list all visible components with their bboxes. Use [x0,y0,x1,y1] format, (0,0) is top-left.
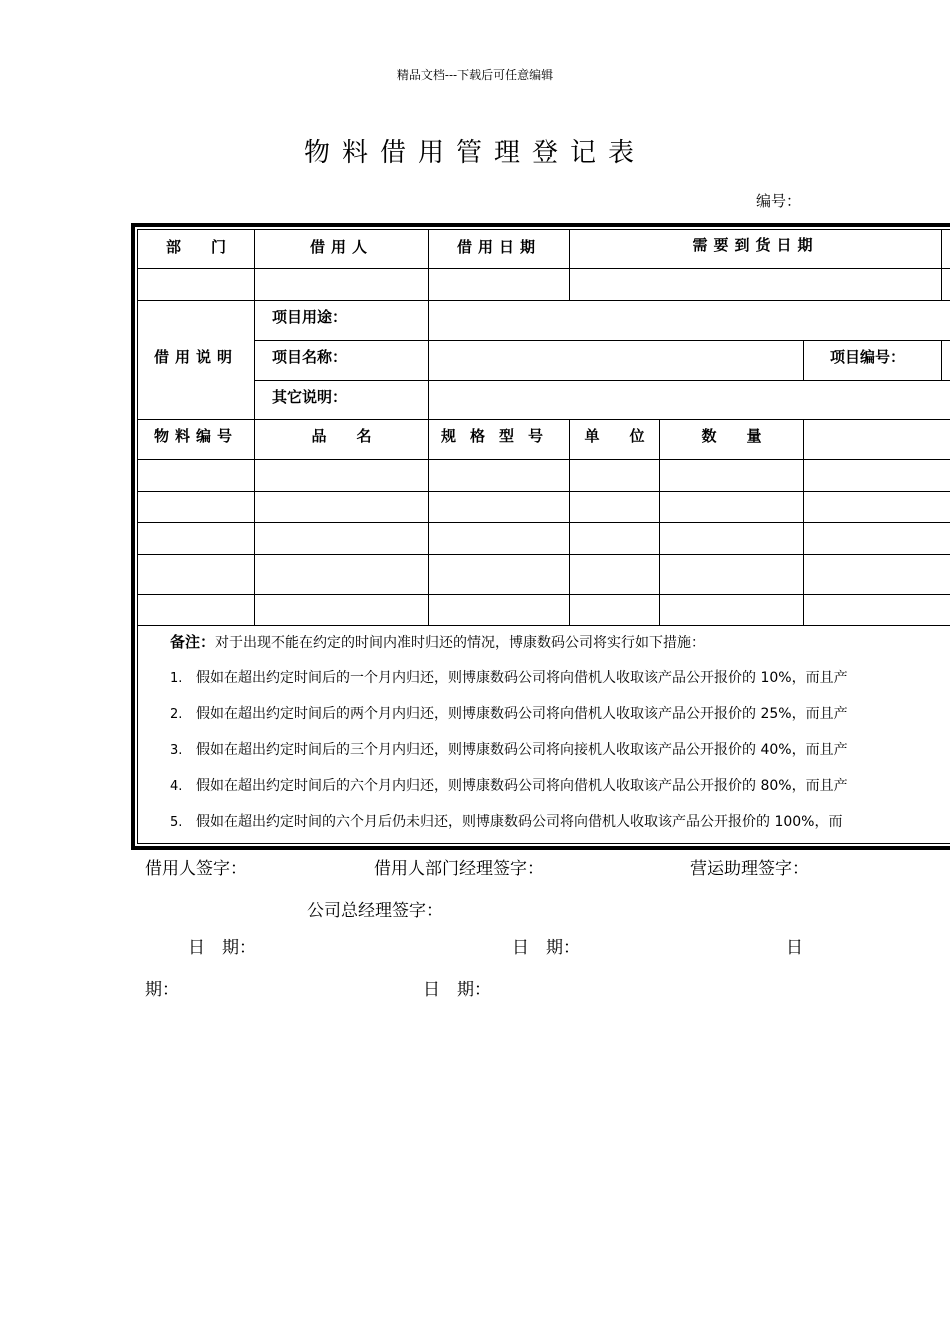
other-notes-label: 其它说明： [272,388,348,406]
date-label-3-part: 日 [786,938,803,958]
header-quantity: 数 量 [701,427,762,445]
table-line [137,300,950,301]
header-need-date: 需要到货日期 [692,236,819,254]
remarks-intro-text: 对于出现不能在约定的时间内准时归还的情况，博康数码公司将实行如下措施： [215,635,706,651]
project-number-label: 项目编号： [830,348,906,366]
table-line [941,229,942,300]
header-spec-model: 规格型号 [440,427,557,445]
header-borrower: 借用人 [309,238,373,256]
remarks-label: 备注： [170,633,216,651]
remarks-intro [170,631,705,652]
header-note: 精品文档---下载后可任意编辑 [396,68,554,82]
table-line [569,419,570,625]
project-use-label: 项目用途： [272,308,348,326]
borrower-sign-label: 借用人签字： [145,859,247,879]
table-line [137,491,950,492]
table-line [254,340,950,341]
date-label-2: 日 期： [512,938,580,958]
borrow-explanation-label: 借用说明 [153,348,238,366]
table-line [137,229,138,843]
remark-item: 3. 假如在超出约定时间后的三个月内归还，则博康数码公司将向接机人收取该产品公开报价的 40%，而且产 [170,742,848,758]
date-label-1: 日 期： [188,938,256,958]
remark-item: 4. 假如在超出约定时间后的六个月内归还，则博康数码公司将向借机人收取该产品公开报价的 80%，而且产 [170,778,848,794]
header-department: 部 门 [165,238,226,256]
dept-manager-sign-label: 借用人部门经理签字： [374,859,544,879]
gm-sign-label: 公司总经理签字： [307,901,443,921]
page-title: 物料借用管理登记表 [303,138,646,168]
project-name-label: 项目名称： [272,348,348,366]
table-line [803,419,804,625]
doc-number-label: 编号： [756,192,802,210]
table-line [137,554,950,555]
date-label-3-rest: 期： [145,980,179,1000]
table-line [137,594,950,595]
table-line [803,340,804,380]
table-line [254,380,950,381]
header-unit: 单 位 [584,427,645,445]
remark-item: 2. 假如在超出约定时间后的两个月内归还，则博康数码公司将向借机人收取该产品公开报价的 25%，而且产 [170,706,848,722]
date-label-4: 日 期： [423,980,491,1000]
table-line [137,843,950,844]
table-line [137,459,950,460]
table-line [659,419,660,625]
header-borrow-date: 借用日期 [456,238,541,256]
header-product-name: 品 名 [311,427,372,445]
table-line [137,268,950,269]
table-line [137,229,950,230]
header-material-no: 物料编号 [153,427,238,445]
table-line [137,522,950,523]
table-line [941,340,942,380]
remark-item: 1. 假如在超出约定时间后的一个月内归还，则博康数码公司将向借机人收取该产品公开报价的 10%，而且产 [170,670,848,686]
ops-assistant-sign-label: 营运助理签字： [690,859,809,879]
table-line [137,625,950,626]
remark-item: 5. 假如在超出约定时间的六个月后仍未归还，则博康数码公司将向借机人收取该产品公开报价的 100%，而 [170,814,843,830]
table-line [137,419,950,420]
table-line [428,300,429,625]
